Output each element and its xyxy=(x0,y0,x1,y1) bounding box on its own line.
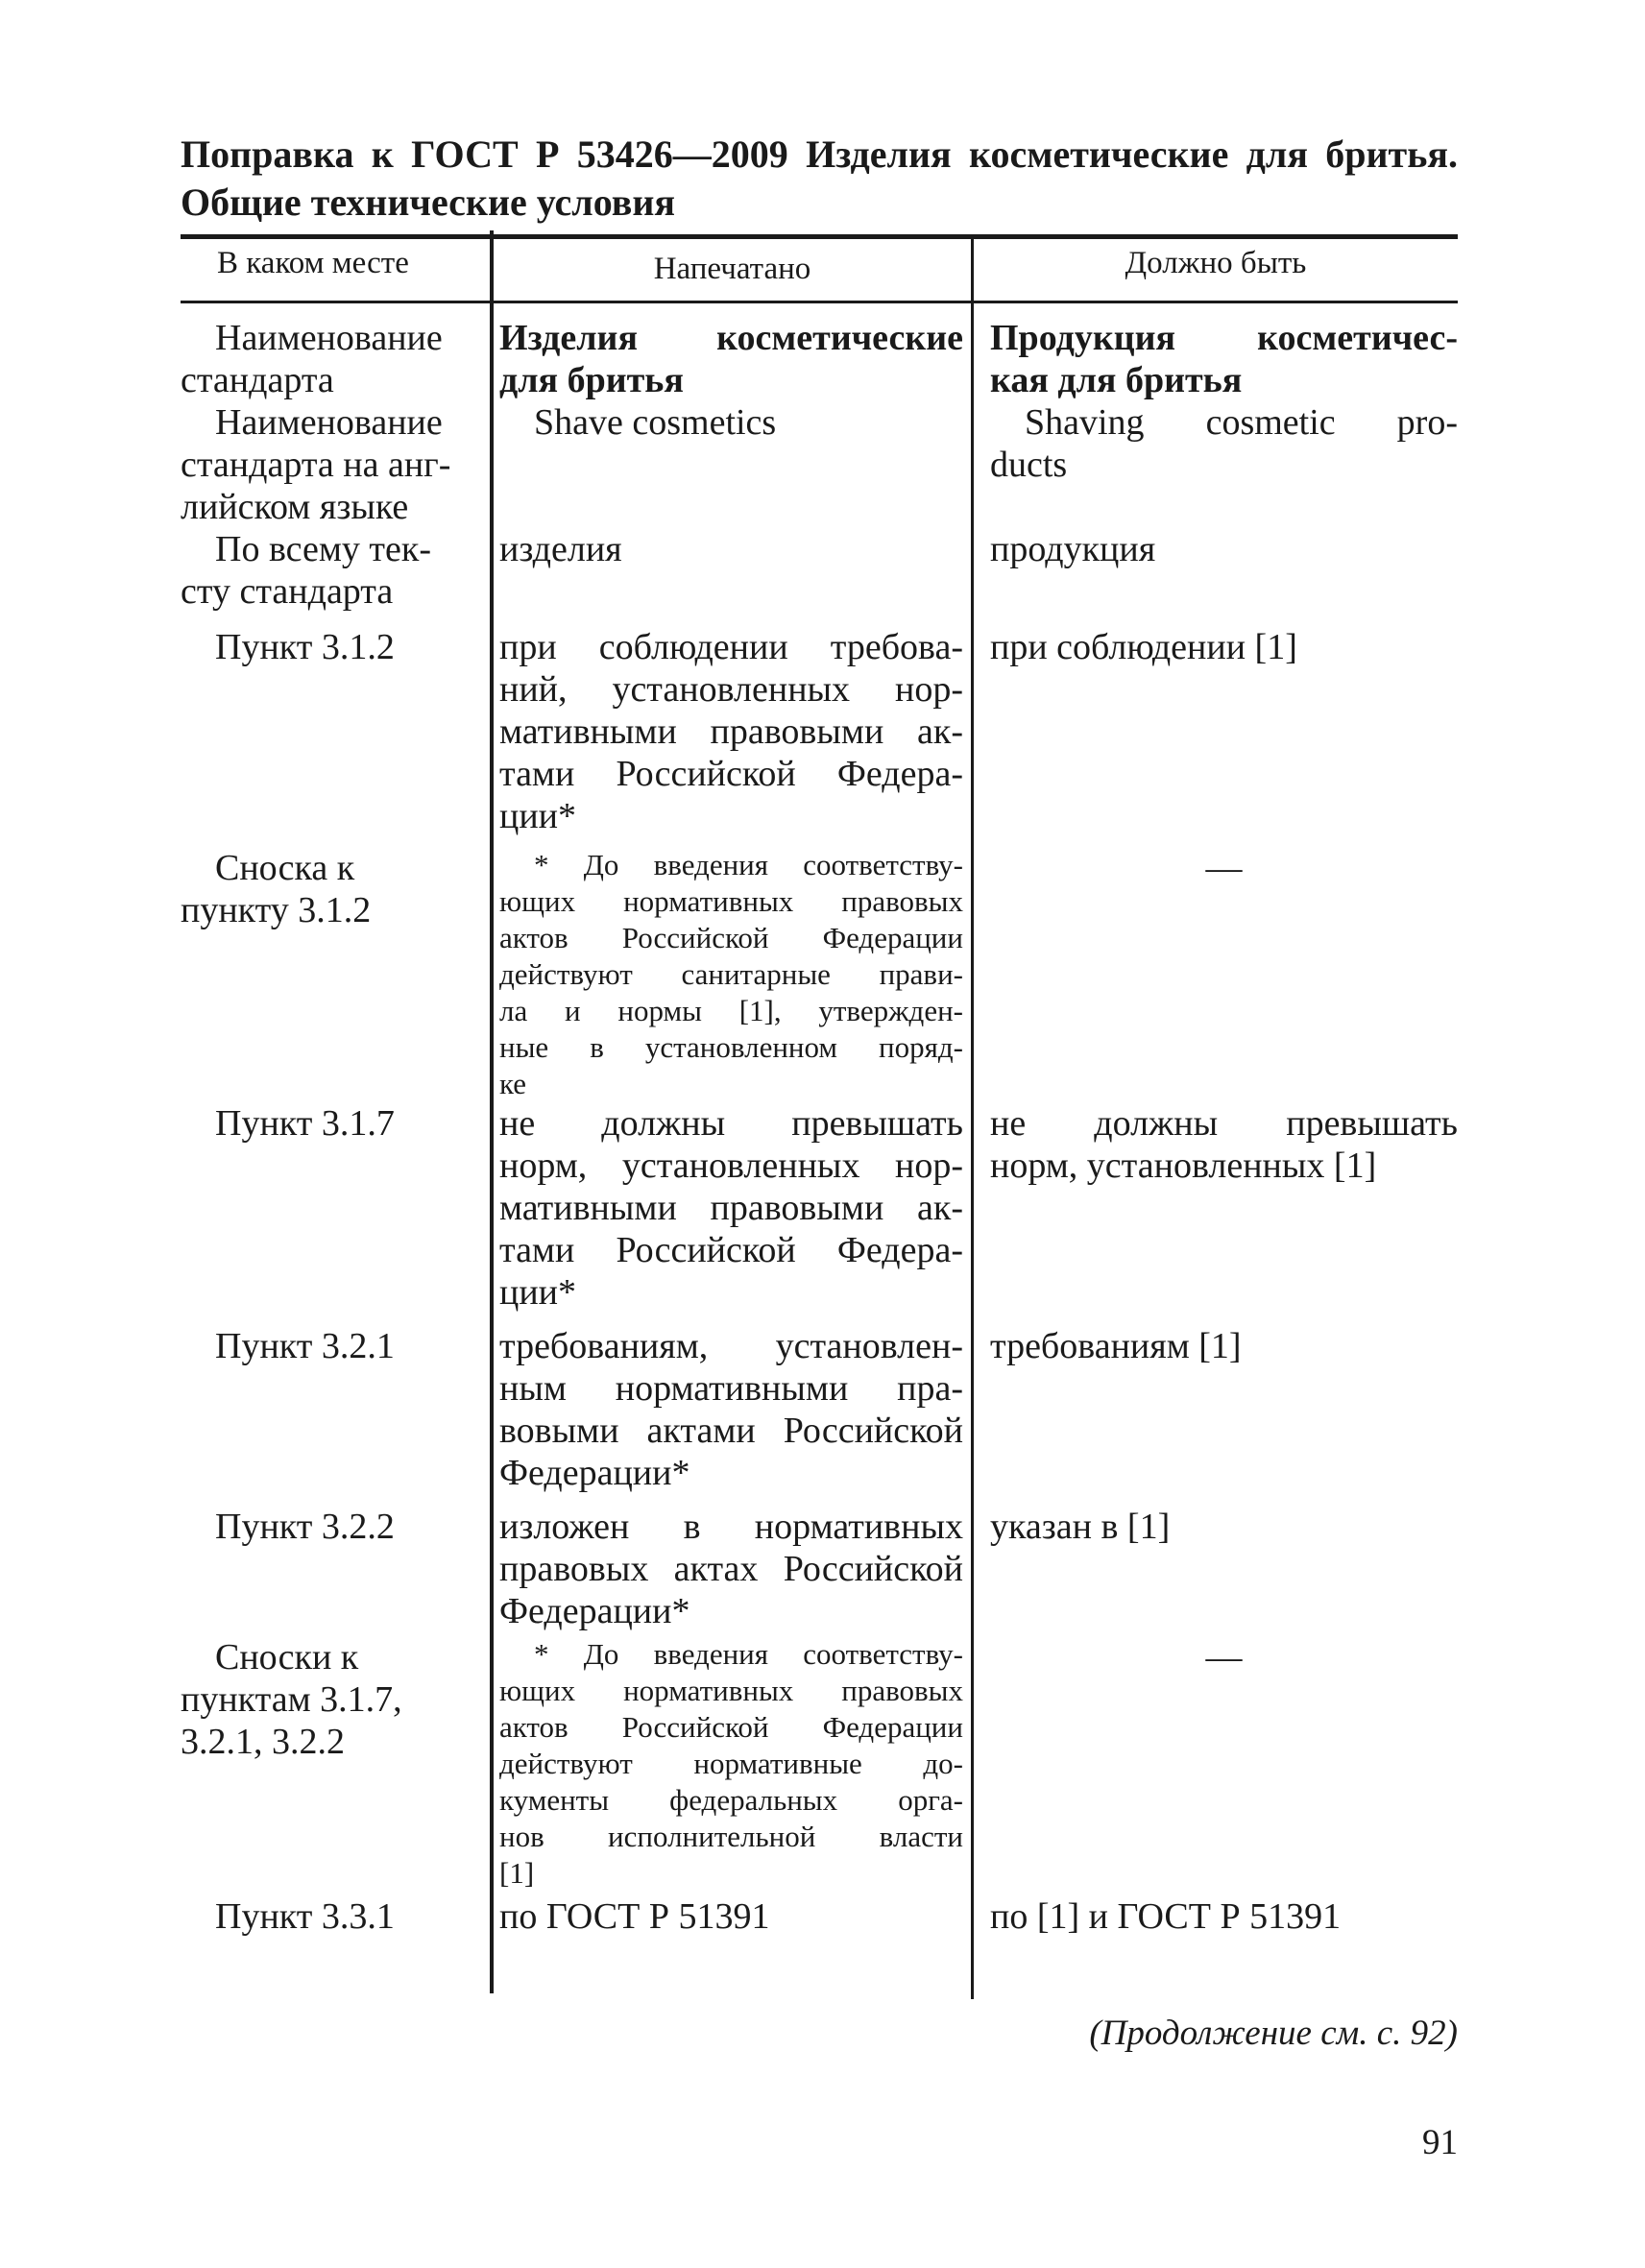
cell-should-be xyxy=(971,1325,1458,1494)
cell-should-be-line: продукция xyxy=(990,529,1156,569)
cell-place-line: Наименование xyxy=(215,318,443,358)
cell-should-be xyxy=(971,1895,1458,1938)
cell-place-line: Наименование xyxy=(215,402,443,443)
table-row xyxy=(181,1506,1458,1632)
cell-printed-line: действуют санитарные прави- xyxy=(499,957,963,991)
cell-place xyxy=(181,1506,490,1632)
continuation-note: (Продолжение см. с. 92) xyxy=(1089,2014,1458,2053)
table-row xyxy=(181,1102,1458,1314)
cell-place-line: Сноски к xyxy=(215,1637,359,1677)
table-row xyxy=(181,1895,1458,1938)
cell-place-line: пункту 3.1.2 xyxy=(181,890,372,930)
cell-should-be-line: требованиям [1] xyxy=(990,1326,1242,1366)
cell-printed-line: ющих нормативных правовых xyxy=(499,1674,963,1707)
cell-place xyxy=(181,1636,490,1892)
cell-place-line: стандарта на анг- xyxy=(181,445,451,485)
cell-should-be xyxy=(971,847,1458,1102)
cell-place-line: Пункт 3.2.2 xyxy=(215,1507,395,1547)
cell-printed-line: ний, установленных нор- xyxy=(499,669,963,710)
cell-printed-line: Федерации* xyxy=(499,1591,690,1631)
table-row xyxy=(181,626,1458,837)
amendment-table-body xyxy=(181,317,1458,1938)
cell-printed-line: ющих нормативных правовых xyxy=(499,884,963,918)
table-row xyxy=(181,1325,1458,1494)
column-header-place: В каком месте xyxy=(217,246,409,280)
cell-printed-line: ке xyxy=(499,1067,527,1100)
cell-should-be-line: Продукция косметичес- xyxy=(990,318,1458,358)
cell-printed-line: актов Российской Федерации xyxy=(499,921,963,954)
cell-should-be-line: — xyxy=(1205,848,1243,888)
cell-place xyxy=(181,317,490,401)
cell-place-line: Пункт 3.2.1 xyxy=(215,1326,395,1366)
table-top-rule xyxy=(181,234,1458,239)
cell-place xyxy=(181,1102,490,1314)
cell-printed xyxy=(490,626,971,837)
table-row xyxy=(181,847,1458,1102)
cell-should-be-line: не должны превышать xyxy=(990,1103,1458,1144)
cell-printed-line: не должны превышать xyxy=(499,1103,963,1144)
cell-should-be xyxy=(971,1506,1458,1632)
cell-place xyxy=(181,528,490,613)
cell-printed-line: ным нормативными пра- xyxy=(499,1368,963,1409)
cell-printed xyxy=(490,1325,971,1494)
cell-should-be-line: указан в [1] xyxy=(990,1507,1171,1547)
cell-printed-line: нов исполнительной власти xyxy=(499,1820,963,1853)
cell-should-be-line: при соблюдении [1] xyxy=(990,627,1297,667)
cell-printed xyxy=(490,1895,971,1938)
cell-printed-line: ные в установленном поряд- xyxy=(499,1030,963,1064)
cell-printed xyxy=(490,528,971,613)
cell-printed-line: ции* xyxy=(499,796,577,836)
cell-place-line: Пункт 3.1.2 xyxy=(215,627,395,667)
cell-printed-line: при соблюдении требова- xyxy=(499,627,963,667)
cell-should-be xyxy=(971,1636,1458,1892)
cell-should-be xyxy=(971,528,1458,613)
cell-printed-line: правовых актах Российской xyxy=(499,1549,963,1589)
document-title xyxy=(181,131,1458,227)
cell-place xyxy=(181,1325,490,1494)
cell-printed-line: вовыми актами Российской xyxy=(499,1411,963,1451)
cell-should-be xyxy=(971,626,1458,837)
cell-should-be xyxy=(971,1102,1458,1314)
cell-printed xyxy=(490,1636,971,1892)
page-number: 91 xyxy=(1422,2123,1458,2162)
column-header-should-be: Должно быть xyxy=(1125,246,1307,280)
cell-printed-line: * До введения соответству- xyxy=(534,1637,963,1671)
cell-should-be-line: кая для бритья xyxy=(990,360,1243,400)
cell-printed-line: актов Российской Федерации xyxy=(499,1710,963,1744)
title-line-1: Поправка к ГОСТ Р 53426—2009 Изделия косметические для бритья. xyxy=(181,133,1458,176)
cell-printed xyxy=(490,1506,971,1632)
cell-printed-line: Изделия косметические xyxy=(499,318,963,358)
cell-place-line: По всему тек- xyxy=(215,529,431,569)
cell-printed-line: мативными правовыми ак- xyxy=(499,1188,963,1228)
cell-place-line: Пункт 3.3.1 xyxy=(215,1896,395,1937)
cell-printed-line: изложен в нормативных xyxy=(499,1507,963,1547)
cell-printed xyxy=(490,1102,971,1314)
cell-printed xyxy=(490,317,971,401)
cell-printed-line: * До введения соответству- xyxy=(534,848,963,881)
table-row xyxy=(181,317,1458,401)
cell-place-line: стандарта xyxy=(181,360,334,400)
cell-should-be xyxy=(971,401,1458,528)
cell-place-line: Пункт 3.1.7 xyxy=(215,1103,395,1144)
cell-printed-line: норм, установленных нор- xyxy=(499,1146,963,1186)
table-header-rule xyxy=(181,301,1458,303)
cell-printed-line: ции* xyxy=(499,1272,577,1313)
cell-place xyxy=(181,626,490,837)
cell-printed-line: требованиям, установлен- xyxy=(499,1326,963,1366)
cell-place-line: сту стандарта xyxy=(181,571,394,612)
cell-place xyxy=(181,401,490,528)
cell-should-be-line: — xyxy=(1205,1637,1243,1677)
cell-printed-line: ла и нормы [1], утвержден- xyxy=(499,994,963,1027)
cell-place xyxy=(181,847,490,1102)
cell-should-be-line: Shaving cosmetic pro- xyxy=(1025,402,1458,443)
cell-place-line: Сноска к xyxy=(215,848,355,888)
cell-printed-line: действуют нормативные до- xyxy=(499,1747,963,1780)
cell-printed-line: тами Российской Федера- xyxy=(499,754,963,794)
cell-printed-line: для бритья xyxy=(499,360,684,400)
cell-printed-line: изделия xyxy=(499,529,622,569)
cell-printed-line: [1] xyxy=(499,1856,535,1890)
cell-printed xyxy=(490,847,971,1102)
cell-printed-line: Федерации* xyxy=(499,1453,690,1493)
title-line-2: Общие технические условия xyxy=(181,181,676,224)
table-row xyxy=(181,528,1458,613)
cell-should-be-line: по [1] и ГОСТ Р 51391 xyxy=(990,1896,1342,1937)
cell-should-be xyxy=(971,317,1458,401)
cell-printed-line: мативными правовыми ак- xyxy=(499,712,963,752)
table-row xyxy=(181,401,1458,528)
cell-place-line: 3.2.1, 3.2.2 xyxy=(181,1722,345,1762)
cell-place-line: пунктам 3.1.7, xyxy=(181,1679,402,1720)
cell-printed-line: тами Российской Федера- xyxy=(499,1230,963,1270)
cell-should-be-line: норм, установленных [1] xyxy=(990,1146,1377,1186)
column-header-printed: Напечатано xyxy=(653,252,811,286)
cell-printed xyxy=(490,401,971,528)
cell-place xyxy=(181,1895,490,1938)
cell-printed-line: Shave cosmetics xyxy=(534,402,777,443)
cell-printed-line: по ГОСТ Р 51391 xyxy=(499,1896,770,1937)
cell-printed-line: кументы федеральных орга- xyxy=(499,1783,963,1817)
cell-should-be-line: ducts xyxy=(990,445,1068,485)
table-row xyxy=(181,1636,1458,1892)
cell-place-line: лийском языке xyxy=(181,487,409,527)
